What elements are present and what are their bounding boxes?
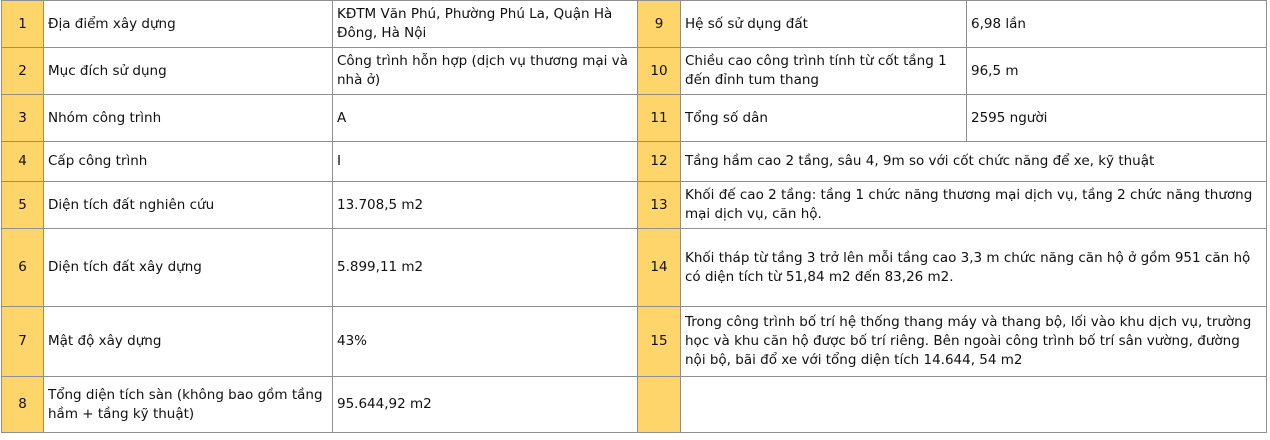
row-number: 3 [2, 95, 44, 142]
table-row [2, 95, 1267, 142]
row-value: 43% [333, 307, 638, 377]
row-number: 5 [2, 182, 44, 229]
row-number: 2 [2, 48, 44, 95]
row-number: 8 [2, 377, 44, 433]
table-row [2, 142, 1267, 182]
row-value: 95.644,92 m2 [333, 377, 638, 433]
row-label: Tổng số dân [681, 95, 967, 142]
row-value: 13.708,5 m2 [333, 182, 638, 229]
row-description: Trong công trình bố trí hệ thống thang máy và thang bộ, lối vào khu dịch vụ, trường học và khu căn hộ được bố trí riêng. Bên ngoài công trình bố trí sân vường, đường nội bộ, bãi đổ xe với tổng diện tích 14.644, 54 m2 [681, 307, 1267, 377]
row-description: Tầng hầm cao 2 tầng, sâu 4, 9m so với cốt chức năng để xe, kỹ thuật [681, 142, 1267, 182]
row-number-empty [638, 377, 681, 433]
row-label: Địa điểm xây dựng [44, 1, 333, 48]
row-description: Khối tháp từ tầng 3 trở lên mỗi tầng cao 3,3 m chức năng căn hộ ở gồm 951 căn hộ có diện tích từ 51,84 m2 đến 83,26 m2. [681, 229, 1267, 307]
row-value: I [333, 142, 638, 182]
row-label: Mật độ xây dựng [44, 307, 333, 377]
row-value: 5.899,11 m2 [333, 229, 638, 307]
project-spec-table [1, 0, 1267, 433]
row-number: 15 [638, 307, 681, 377]
table-row [2, 307, 1267, 377]
table-row [2, 229, 1267, 307]
row-description: Khối đế cao 2 tầng: tầng 1 chức năng thương mại dịch vụ, tầng 2 chức năng thương mại dịch vụ, căn hộ. [681, 182, 1267, 229]
row-value: Công trình hỗn hợp (dịch vụ thương mại và nhà ở) [333, 48, 638, 95]
row-number: 4 [2, 142, 44, 182]
row-label: Nhóm công trình [44, 95, 333, 142]
row-value: 6,98 lần [967, 1, 1267, 48]
table-row [2, 182, 1267, 229]
row-value: A [333, 95, 638, 142]
row-number: 9 [638, 1, 681, 48]
row-number: 12 [638, 142, 681, 182]
row-number: 11 [638, 95, 681, 142]
row-label: Tổng diện tích sàn (không bao gồm tầng hầm + tầng kỹ thuật) [44, 377, 333, 433]
empty-cell [681, 377, 1267, 433]
row-number: 13 [638, 182, 681, 229]
row-number: 1 [2, 1, 44, 48]
table-row [2, 48, 1267, 95]
table-row [2, 1, 1267, 48]
row-label: Cấp công trình [44, 142, 333, 182]
row-value: 2595 người [967, 95, 1267, 142]
row-value: 96,5 m [967, 48, 1267, 95]
row-number: 10 [638, 48, 681, 95]
row-label: Mục đích sử dụng [44, 48, 333, 95]
row-label: Diện tích đất xây dựng [44, 229, 333, 307]
row-number: 6 [2, 229, 44, 307]
row-value: KĐTM Văn Phú, Phường Phú La, Quận Hà Đông, Hà Nội [333, 1, 638, 48]
row-label: Chiều cao công trình tính từ cốt tầng 1 đến đỉnh tum thang [681, 48, 967, 95]
table-row [2, 377, 1267, 433]
row-number: 7 [2, 307, 44, 377]
row-label: Diện tích đất nghiên cứu [44, 182, 333, 229]
row-number: 14 [638, 229, 681, 307]
row-label: Hệ số sử dụng đất [681, 1, 967, 48]
